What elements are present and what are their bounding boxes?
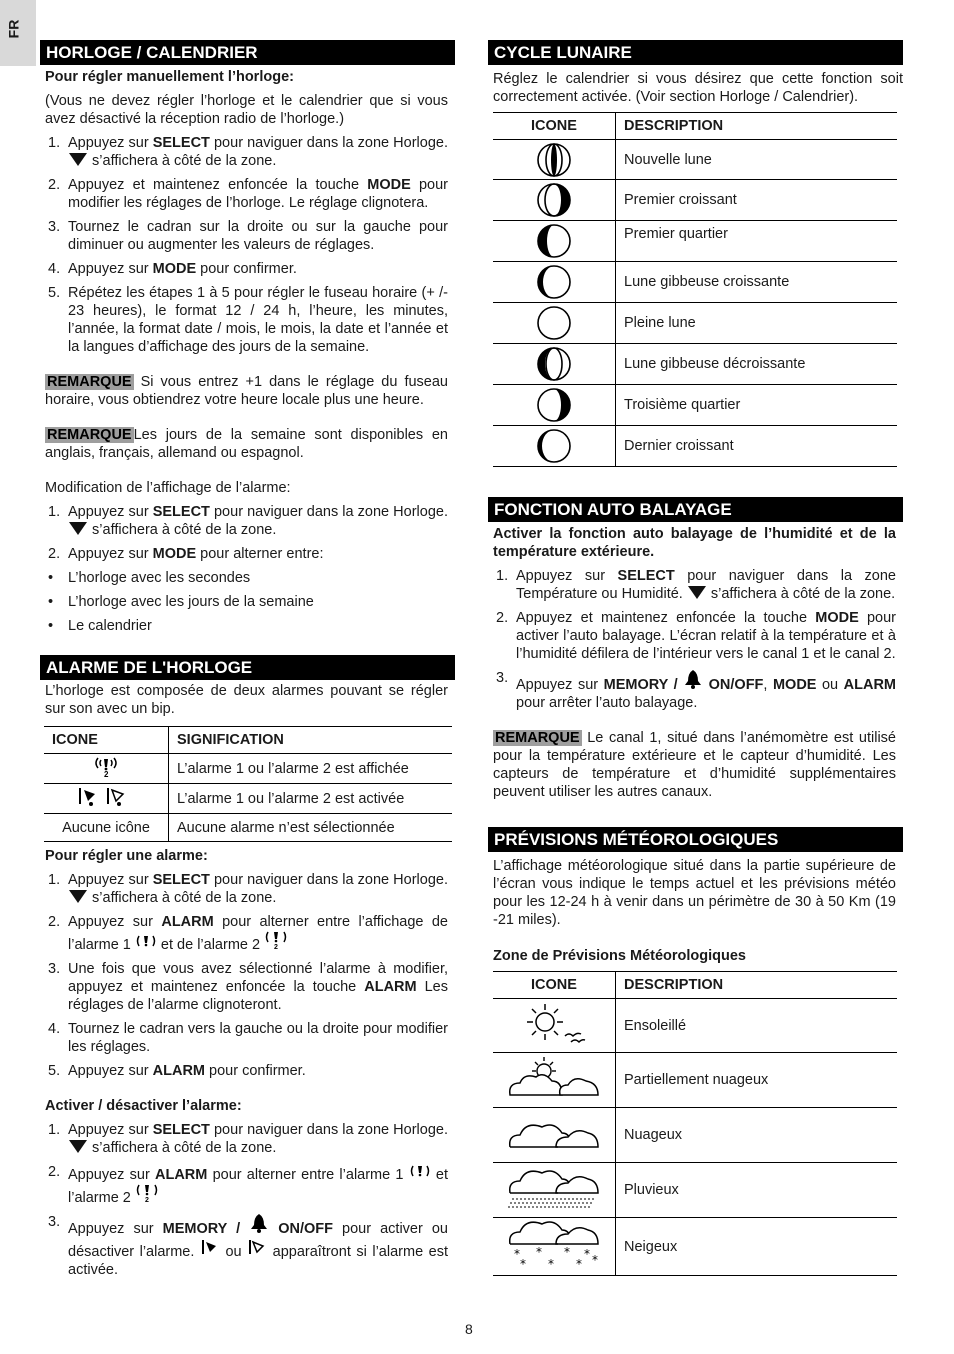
pointer-arrow-icon	[69, 522, 87, 535]
page-number: 8	[465, 1321, 473, 1337]
list-item: 3. Appuyez sur MEMORY / ON/OFF pour activer ou désactiver l’alarme. ou apparaîtront si l’alarme est activée.	[48, 1214, 449, 1278]
table-row: Nouvelle lune	[493, 140, 897, 180]
forecast-subheading: Zone de Prévisions Météorologiques	[493, 948, 746, 964]
list-item: • L’horloge avec les jours de la semaine	[48, 594, 314, 610]
list-item: 4. Tournez le cadran vers la gauche ou la droite pour modifier les réglages.	[48, 1021, 448, 1055]
language-tab-label: FR	[5, 19, 22, 39]
table-row: Pleine lune	[493, 303, 897, 344]
list-item: 3. Tournez le cadran sur la droite ou sur la gauche pour diminuer ou augmenter les valeurs de réglages.	[48, 219, 448, 253]
table-row: Dernier croissant	[493, 426, 897, 467]
remark-badge: REMARQUE	[495, 730, 580, 746]
list-item: • Le calendrier	[48, 618, 152, 634]
language-tab	[0, 0, 36, 66]
clock-intro: (Vous ne devez régler l’horloge et le calendrier que si vous avez désactivé la réception radio de l’horloge.)	[45, 93, 448, 127]
table-row: Premier quartier	[493, 221, 897, 262]
list-item: 4. Appuyez sur MODE pour confirmer.	[48, 261, 297, 277]
clock-note-2: REMARQUE Les jours de la semaine sont disponibles en anglais, français, allemand ou espagnol.	[45, 427, 448, 461]
alarm-active-icon	[247, 1238, 267, 1256]
rainy-icon	[506, 1165, 602, 1211]
alarm-set-subheading: Pour régler une alarme:	[45, 848, 208, 864]
table-header-row: ICONE DESCRIPTION	[493, 113, 897, 140]
table-row: Pluvieux	[493, 1163, 897, 1218]
list-item: • L’horloge avec les secondes	[48, 570, 251, 586]
bell-icon	[249, 1213, 269, 1233]
table-row: Nuageux	[493, 1108, 897, 1163]
alarm-active-icon	[200, 1238, 220, 1256]
list-item: 1. Appuyez sur SELECT pour naviguer dans la zone Horloge. s’affichera à côté de la zone.	[48, 1122, 448, 1156]
forecast-section-header: PRÉVISIONS MÉTÉOROLOGIQUES	[488, 827, 903, 852]
svg-text:*: *	[520, 1257, 526, 1270]
table-row: 2 L’alarme 1 ou l’alarme 2 est affichée	[44, 754, 452, 784]
lunar-intro: Réglez le calendrier si vous désirez que cette fonction soit correctement activée. (Voir section Horloge / Calendrier).	[493, 71, 903, 105]
list-item: 3. Une fois que vous avez sélectionné l’alarme à modifier, appuyez et maintenez enfoncée la touche ALARM Les réglages de l’alarme clignoteront.	[48, 961, 448, 1013]
list-item: 1. Appuyez sur SELECT pour naviguer dans la zone Température ou Humidité. s’affichera à côté de la zone.	[496, 568, 896, 602]
waning-gibbous-icon	[536, 346, 572, 382]
svg-text:*: *	[592, 1253, 598, 1267]
forecast-icon-table	[493, 971, 897, 1276]
list-item: 1. Appuyez sur SELECT pour naviguer dans la zone Horloge. s’affichera à côté de la zone.	[48, 872, 448, 906]
pointer-arrow-icon	[69, 1140, 87, 1153]
list-item: 2. Appuyez et maintenez enfoncée la touche MODE pour modifier les réglages de l’horloge. Le réglage clignotera.	[48, 177, 448, 211]
alarm-intro: L’horloge est composée de deux alarmes pouvant se régler sur son avec un bip.	[45, 683, 448, 717]
alarm-active-icon	[76, 784, 136, 808]
table-header-row: ICONE SIGNIFICATION	[44, 727, 452, 754]
remark-badge: REMARQUE	[47, 427, 132, 443]
clock-section-header: HORLOGE / CALENDRIER	[40, 40, 455, 65]
right-column	[488, 40, 903, 1276]
svg-text:*: *	[576, 1257, 582, 1270]
svg-text:*: *	[548, 1257, 554, 1270]
alarm-1-icon	[135, 933, 157, 949]
sunny-icon	[519, 1000, 589, 1046]
alarm-display-steps	[40, 503, 455, 635]
clock-manual-subheading: Pour régler manuellement l’horloge:	[45, 69, 294, 85]
alarm-1-icon	[409, 1163, 431, 1179]
table-row: Premier croissant	[493, 180, 897, 221]
table-row: Aucune icône Aucune alarme n’est sélectionnée	[44, 814, 452, 842]
alarm-2-icon	[264, 931, 288, 949]
lunar-section-header: CYCLE LUNAIRE	[488, 40, 903, 65]
svg-text:*: *	[536, 1245, 542, 1259]
scan-subheading: Activer la fonction auto balayage de l’humidité et de la température extérieure.	[493, 526, 896, 560]
list-item: 2. Appuyez sur ALARM pour alterner entre l’alarme 1 et l’alarme 2 2	[48, 1164, 448, 1206]
alarm-2-icon	[135, 1184, 159, 1202]
scan-note: REMARQUE Le canal 1, situé dans l’anémomètre est utilisé pour la température extérieure et le capteur d’humidité. Les capteurs de température et d’humidité supplémentaires peuvent utiliser les autres canaux.	[493, 730, 896, 800]
list-item: 5. Appuyez sur ALARM pour confirmer.	[48, 1063, 306, 1079]
table-row: Ensoleillé	[493, 999, 897, 1053]
table-row: * * * * * * * * Neigeux	[493, 1218, 897, 1276]
clock-steps	[40, 134, 455, 356]
table-row: L’alarme 1 ou l’alarme 2 est activée	[44, 784, 452, 814]
waxing-gibbous-icon	[536, 264, 572, 300]
svg-text:2: 2	[104, 770, 109, 778]
table-row: Lune gibbeuse décroissante	[493, 344, 897, 385]
table-row: Lune gibbeuse croissante	[493, 262, 897, 303]
pointer-arrow-icon	[69, 890, 87, 903]
alarm-set-steps	[40, 871, 455, 1080]
waxing-crescent-icon	[536, 182, 572, 218]
table-header-row: ICONE DESCRIPTION	[493, 972, 897, 999]
svg-text:*: *	[564, 1245, 570, 1259]
alarm-toggle-steps	[40, 1121, 455, 1279]
first-quarter-icon	[536, 223, 572, 259]
snowy-icon	[506, 1218, 602, 1270]
list-item: 3. Appuyez sur MEMORY / ON/OFF, MODE ou ALARM pour arrêter l’auto balayage.	[496, 670, 896, 711]
cloudy-icon	[506, 1113, 602, 1153]
alarm-section-header: ALARME DE L'HORLOGE	[40, 655, 455, 680]
clock-note-1: REMARQUE Si vous entrez +1 dans le réglage du fuseau horaire, vous obtiendrez votre heure locale plus une heure.	[45, 374, 448, 408]
table-row: Partiellement nuageux	[493, 1053, 897, 1108]
alarm-icon-table	[44, 726, 452, 842]
new-moon-icon	[536, 142, 572, 178]
svg-text:2: 2	[274, 944, 278, 949]
svg-text:*: *	[584, 1247, 590, 1261]
alarm-toggle-subheading: Activer / désactiver l’alarme:	[45, 1098, 242, 1114]
pointer-arrow-icon	[688, 586, 706, 599]
list-item: 1. Appuyez sur SELECT pour naviguer dans la zone Horloge. s’affichera à côté de la zone.	[48, 135, 448, 169]
remark-badge: REMARQUE	[47, 374, 132, 390]
alarm-display-heading: Modification de l’affichage de l’alarme:	[45, 480, 291, 496]
list-item: 2. Appuyez sur ALARM pour alterner entre l’affichage de l’alarme 1 et de l’alarme 2 2	[48, 914, 448, 953]
list-item: 5. Répétez les étapes 1 à 5 pour régler le fuseau horaire (+ /- 23 heures), le format 12 / 24 h, l’heure, les minutes, l’année, la format date / mois, le mois, la date et l’année et la langues d’affichage des jours de la semaine.	[48, 285, 448, 355]
alarm-display-icon	[92, 754, 120, 778]
list-item: 1. Appuyez sur SELECT pour naviguer dans la zone Horloge. s’affichera à côté de la zone.	[48, 504, 448, 538]
list-item: 2. Appuyez et maintenez enfoncée la touche MODE pour activer l’auto balayage. L’écran relatif à la température et à l’humidité défilera de l’intérieur vers le canal 1 et le canal 2.	[496, 610, 896, 662]
scan-steps	[488, 567, 903, 712]
waning-crescent-icon	[536, 428, 572, 464]
partly-cloudy-icon	[506, 1055, 602, 1101]
svg-text:2: 2	[144, 1197, 149, 1202]
full-moon-icon	[536, 305, 572, 341]
scan-section-header: FONCTION AUTO BALAYAGE	[488, 497, 903, 522]
last-quarter-icon	[536, 387, 572, 423]
svg-text:*: *	[514, 1247, 520, 1261]
list-item: 2. Appuyez sur MODE pour alterner entre:	[48, 546, 324, 562]
forecast-intro: L’affichage météorologique situé dans la partie supérieure de l’écran vous indique le temps actuel et les prévisions météo pour les 12-24 h à venir dans un périmètre de 30 à 50 Km (19 -21 miles).	[493, 858, 896, 928]
table-row: Troisième quartier	[493, 385, 897, 426]
bell-icon	[683, 669, 703, 689]
pointer-arrow-icon	[69, 153, 87, 166]
left-column	[40, 40, 455, 1279]
lunar-phase-table	[493, 112, 897, 467]
